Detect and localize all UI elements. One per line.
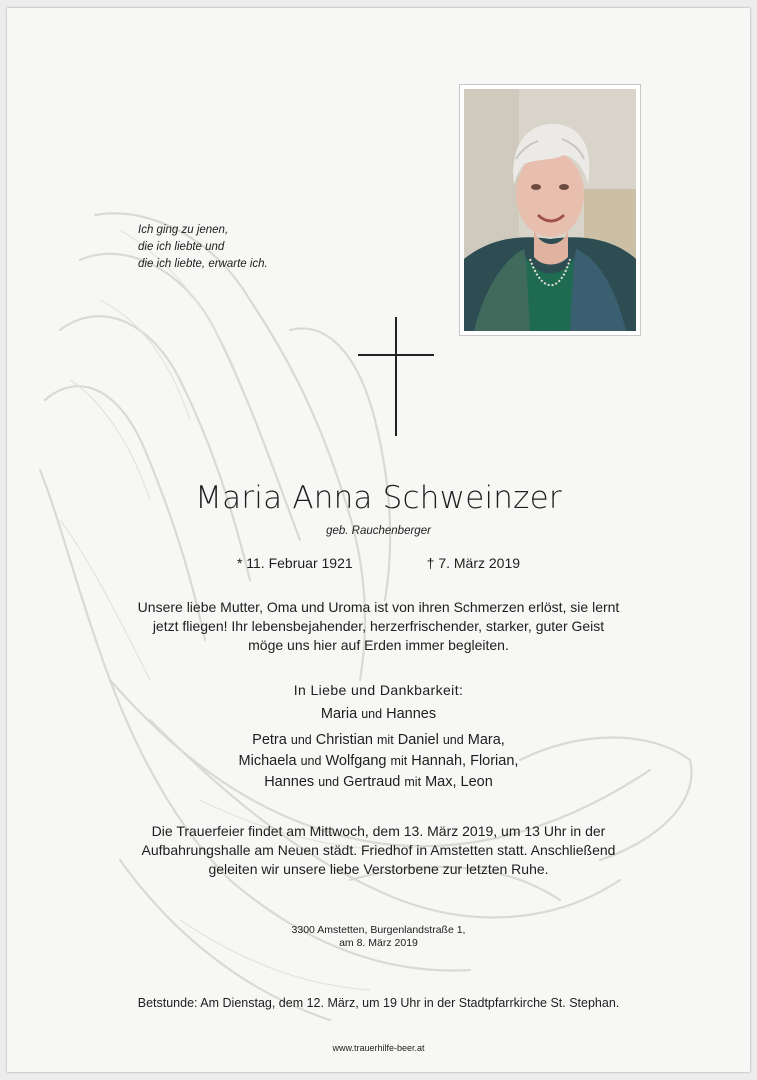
address-line: 3300 Amstetten, Burgenlandstraße 1, bbox=[291, 924, 466, 936]
address-date: am 8. März 2019 bbox=[339, 937, 418, 949]
deceased-name: Maria Anna Schweinzer bbox=[195, 480, 562, 516]
maiden-name: geb. Rauchenberger bbox=[326, 525, 431, 537]
message-line: jetzt fliegen! Ihr lebensbejahender, herzerfrischender, starker, guter Geist bbox=[152, 618, 605, 634]
mourner-line: Hannes und Gertraud mit Max, Leon bbox=[264, 774, 493, 790]
address-block bbox=[0, 924, 757, 950]
mourner-line: Petra und Christian mit Daniel und Mara, bbox=[252, 732, 505, 748]
ceremony-line: Aufbahrungshalle am Neuen städt. Friedhof in Amstetten statt. Anschließend bbox=[141, 842, 616, 858]
website-link[interactable]: www.trauerhilfe-beer.at bbox=[332, 1043, 425, 1053]
portrait-frame bbox=[459, 84, 641, 336]
mourner-line: Michaela und Wolfgang mit Hannah, Florian, bbox=[238, 753, 519, 769]
ceremony-paragraph bbox=[0, 822, 757, 879]
ceremony-line: Die Trauerfeier findet am Mittwoch, dem 13. März 2019, um 13 Uhr in der bbox=[151, 823, 606, 839]
birth-date: * 11. Februar 1921 bbox=[236, 555, 353, 571]
mourner-list bbox=[0, 704, 757, 793]
message-paragraph bbox=[0, 598, 757, 655]
thanks-heading: In Liebe und Dankbarkeit: bbox=[293, 682, 464, 698]
motto-line: die ich liebte, erwarte ich. bbox=[138, 258, 268, 270]
death-date: † 7. März 2019 bbox=[426, 555, 521, 571]
motto-quote bbox=[138, 222, 268, 273]
message-line: Unsere liebe Mutter, Oma und Uroma ist von ihren Schmerzen erlöst, sie lernt bbox=[137, 599, 620, 615]
prayer-service-notice: Betstunde: Am Dienstag, dem 12. März, um 19 Uhr in der Stadtpfarrkirche St. Stephan. bbox=[137, 996, 620, 1010]
portrait-photo bbox=[464, 89, 636, 331]
mourner-line: Maria und Hannes bbox=[320, 706, 437, 722]
ceremony-line: geleiten wir unsere liebe Verstorbene zur letzten Ruhe. bbox=[208, 861, 549, 877]
message-line: möge uns hier auf Erden immer begleiten. bbox=[248, 637, 509, 653]
life-dates bbox=[0, 555, 757, 571]
motto-line: Ich ging zu jenen, bbox=[138, 224, 229, 236]
motto-line: die ich liebte und bbox=[138, 241, 225, 253]
cross-symbol bbox=[358, 317, 434, 437]
